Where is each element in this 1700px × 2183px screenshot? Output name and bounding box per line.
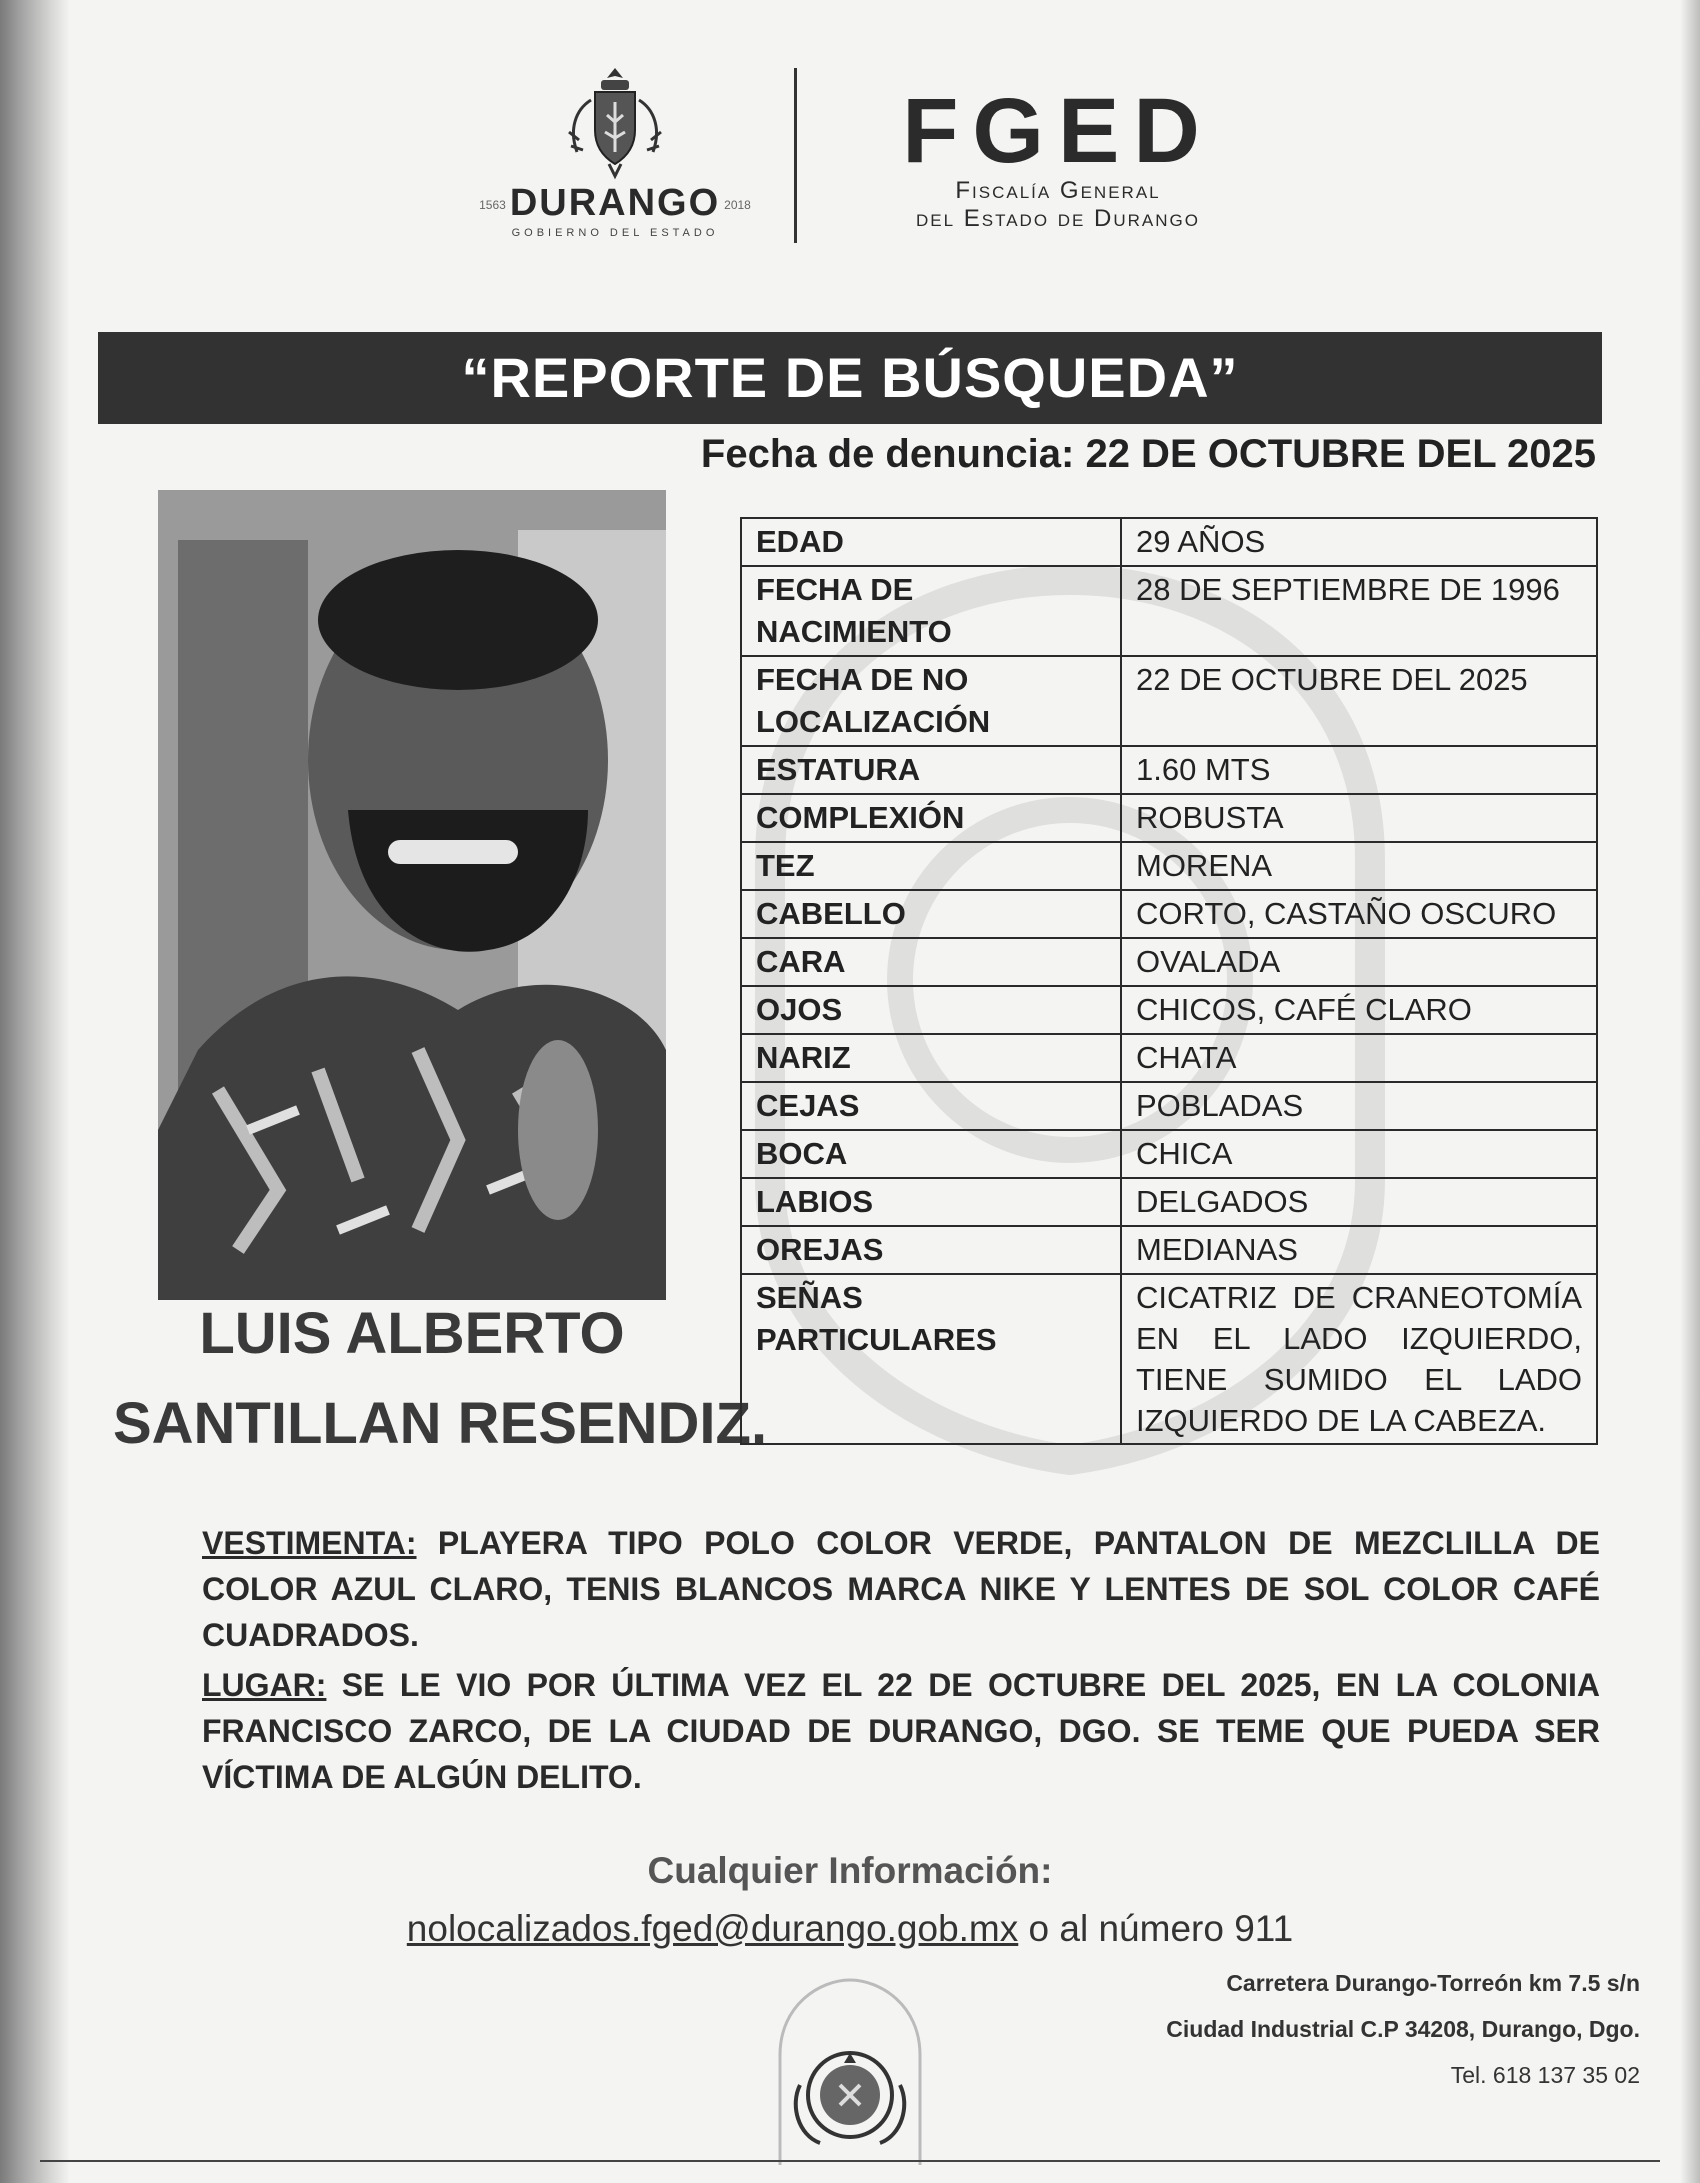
detail-value: 28 DE SEPTIEMBRE DE 1996 — [1121, 566, 1597, 656]
table-row — [741, 746, 1597, 794]
person-name-line1: LUIS ALBERTO — [199, 1301, 625, 1366]
detail-value: CHICOS, CAFÉ CLARO — [1121, 986, 1597, 1034]
table-row — [741, 656, 1597, 746]
detail-value: ROBUSTA — [1121, 794, 1597, 842]
table-row — [741, 794, 1597, 842]
detail-label: EDAD — [741, 518, 1121, 566]
table-row — [741, 938, 1597, 986]
detail-value: 29 AÑOS — [1121, 518, 1597, 566]
detail-label: SEÑAS PARTICULARES — [741, 1274, 1121, 1444]
detail-label: OJOS — [741, 986, 1121, 1034]
detail-label: CABELLO — [741, 890, 1121, 938]
table-row — [741, 986, 1597, 1034]
detail-value: DELGADOS — [1121, 1178, 1597, 1226]
detail-value: POBLADAS — [1121, 1082, 1597, 1130]
detail-label: CEJAS — [741, 1082, 1121, 1130]
durango-coat-of-arms-icon — [555, 60, 675, 180]
contact-title: Cualquier Información: — [647, 1850, 1053, 1891]
report-title: “REPORTE DE BÚSQUEDA” — [98, 332, 1602, 424]
address-line2: Ciudad Industrial C.P 34208, Durango, Dgo. — [1166, 2016, 1640, 2042]
fged-acronym: FGED — [902, 80, 1214, 182]
fged-name-line2: del Estado de Durango — [916, 205, 1200, 232]
person-details-table — [740, 517, 1598, 1445]
bottom-rule — [40, 2160, 1660, 2162]
contact-email-link[interactable]: nolocalizados.fged@durango.gob.mx — [406, 1908, 1019, 1949]
person-name-line2: SANTILLAN RESENDIZ. — [112, 1391, 768, 1456]
detail-value: 1.60 MTS — [1121, 746, 1597, 794]
contact-phone-text: o al número 911 — [1028, 1908, 1294, 1949]
fged-logo — [858, 80, 1258, 233]
detail-value: CHICA — [1121, 1130, 1597, 1178]
table-row — [741, 518, 1597, 566]
table-row — [741, 1034, 1597, 1082]
table-row — [741, 1130, 1597, 1178]
detail-value: CHATA — [1121, 1034, 1597, 1082]
header-divider — [794, 68, 797, 243]
detail-value: CORTO, CASTAÑO OSCURO — [1121, 890, 1597, 938]
address-block — [1166, 1960, 1640, 2098]
table-row — [741, 1274, 1597, 1444]
table-row — [741, 842, 1597, 890]
table-row — [741, 890, 1597, 938]
table-row — [741, 1082, 1597, 1130]
detail-label: LABIOS — [741, 1178, 1121, 1226]
clothing-text: PLAYERA TIPO POLO COLOR VERDE, PANTALON DE MEZCLILLA DE COLOR AZUL CLARO, TENIS BLANCOS MARCA NIKE Y LENTES DE SOL COLOR CAFÉ CUADRADOS. — [202, 1525, 1601, 1653]
clothing-label: VESTIMENTA: — [202, 1525, 417, 1561]
address-phone: Tel. 618 137 35 02 — [1450, 2062, 1640, 2088]
detail-value: MORENA — [1121, 842, 1597, 890]
detail-label: TEZ — [741, 842, 1121, 890]
detail-label: OREJAS — [741, 1226, 1121, 1274]
portrait-image — [158, 490, 666, 1300]
detail-label: CARA — [741, 938, 1121, 986]
detail-label: FECHA DE NACIMIENTO — [741, 566, 1121, 656]
durango-wordmark: 1563 DURANGO 2018 — [479, 182, 751, 224]
place-text: SE LE VIO POR ÚLTIMA VEZ EL 22 DE OCTUBRE DEL 2025, EN LA COLONIA FRANCISCO ZARCO, DE LA CIUDAD DE DURANGO, DGO. SE TEME QUE PUEDA SER VÍCTIMA DE ALGÚN DELITO. — [202, 1667, 1601, 1795]
detail-label: ESTATURA — [741, 746, 1121, 794]
place-label: LUGAR: — [202, 1667, 327, 1703]
detail-label: FECHA DE NO LOCALIZACIÓN — [741, 656, 1121, 746]
durango-seal-icon — [760, 1975, 940, 2165]
detail-value: MEDIANAS — [1121, 1226, 1597, 1274]
detail-label: NARIZ — [741, 1034, 1121, 1082]
table-row — [741, 1226, 1597, 1274]
fged-name-line1: Fiscalía General — [955, 177, 1161, 204]
durango-government-subtitle: GOBIERNO DEL ESTADO — [511, 227, 719, 239]
durango-government-logo — [460, 60, 770, 250]
detail-label: COMPLEXIÓN — [741, 794, 1121, 842]
table-row — [741, 566, 1597, 656]
missing-person-photo — [158, 490, 666, 1300]
clothing-paragraph — [202, 1520, 1600, 1658]
address-line1: Carretera Durango-Torreón km 7.5 s/n — [1226, 1970, 1640, 1996]
detail-value: CICATRIZ DE CRANEOTOMÍA EN EL LADO IZQUIERDO, TIENE SUMIDO EL LADO IZQUIERDO DE LA CABEZA. — [1121, 1274, 1597, 1444]
report-date: Fecha de denuncia: 22 DE OCTUBRE DEL 2025 — [700, 432, 1596, 476]
detail-value: OVALADA — [1121, 938, 1597, 986]
detail-label: BOCA — [741, 1130, 1121, 1178]
detail-value: 22 DE OCTUBRE DEL 2025 — [1121, 656, 1597, 746]
table-row — [741, 1178, 1597, 1226]
place-paragraph — [202, 1662, 1600, 1800]
contact-line — [0, 1908, 1700, 1950]
